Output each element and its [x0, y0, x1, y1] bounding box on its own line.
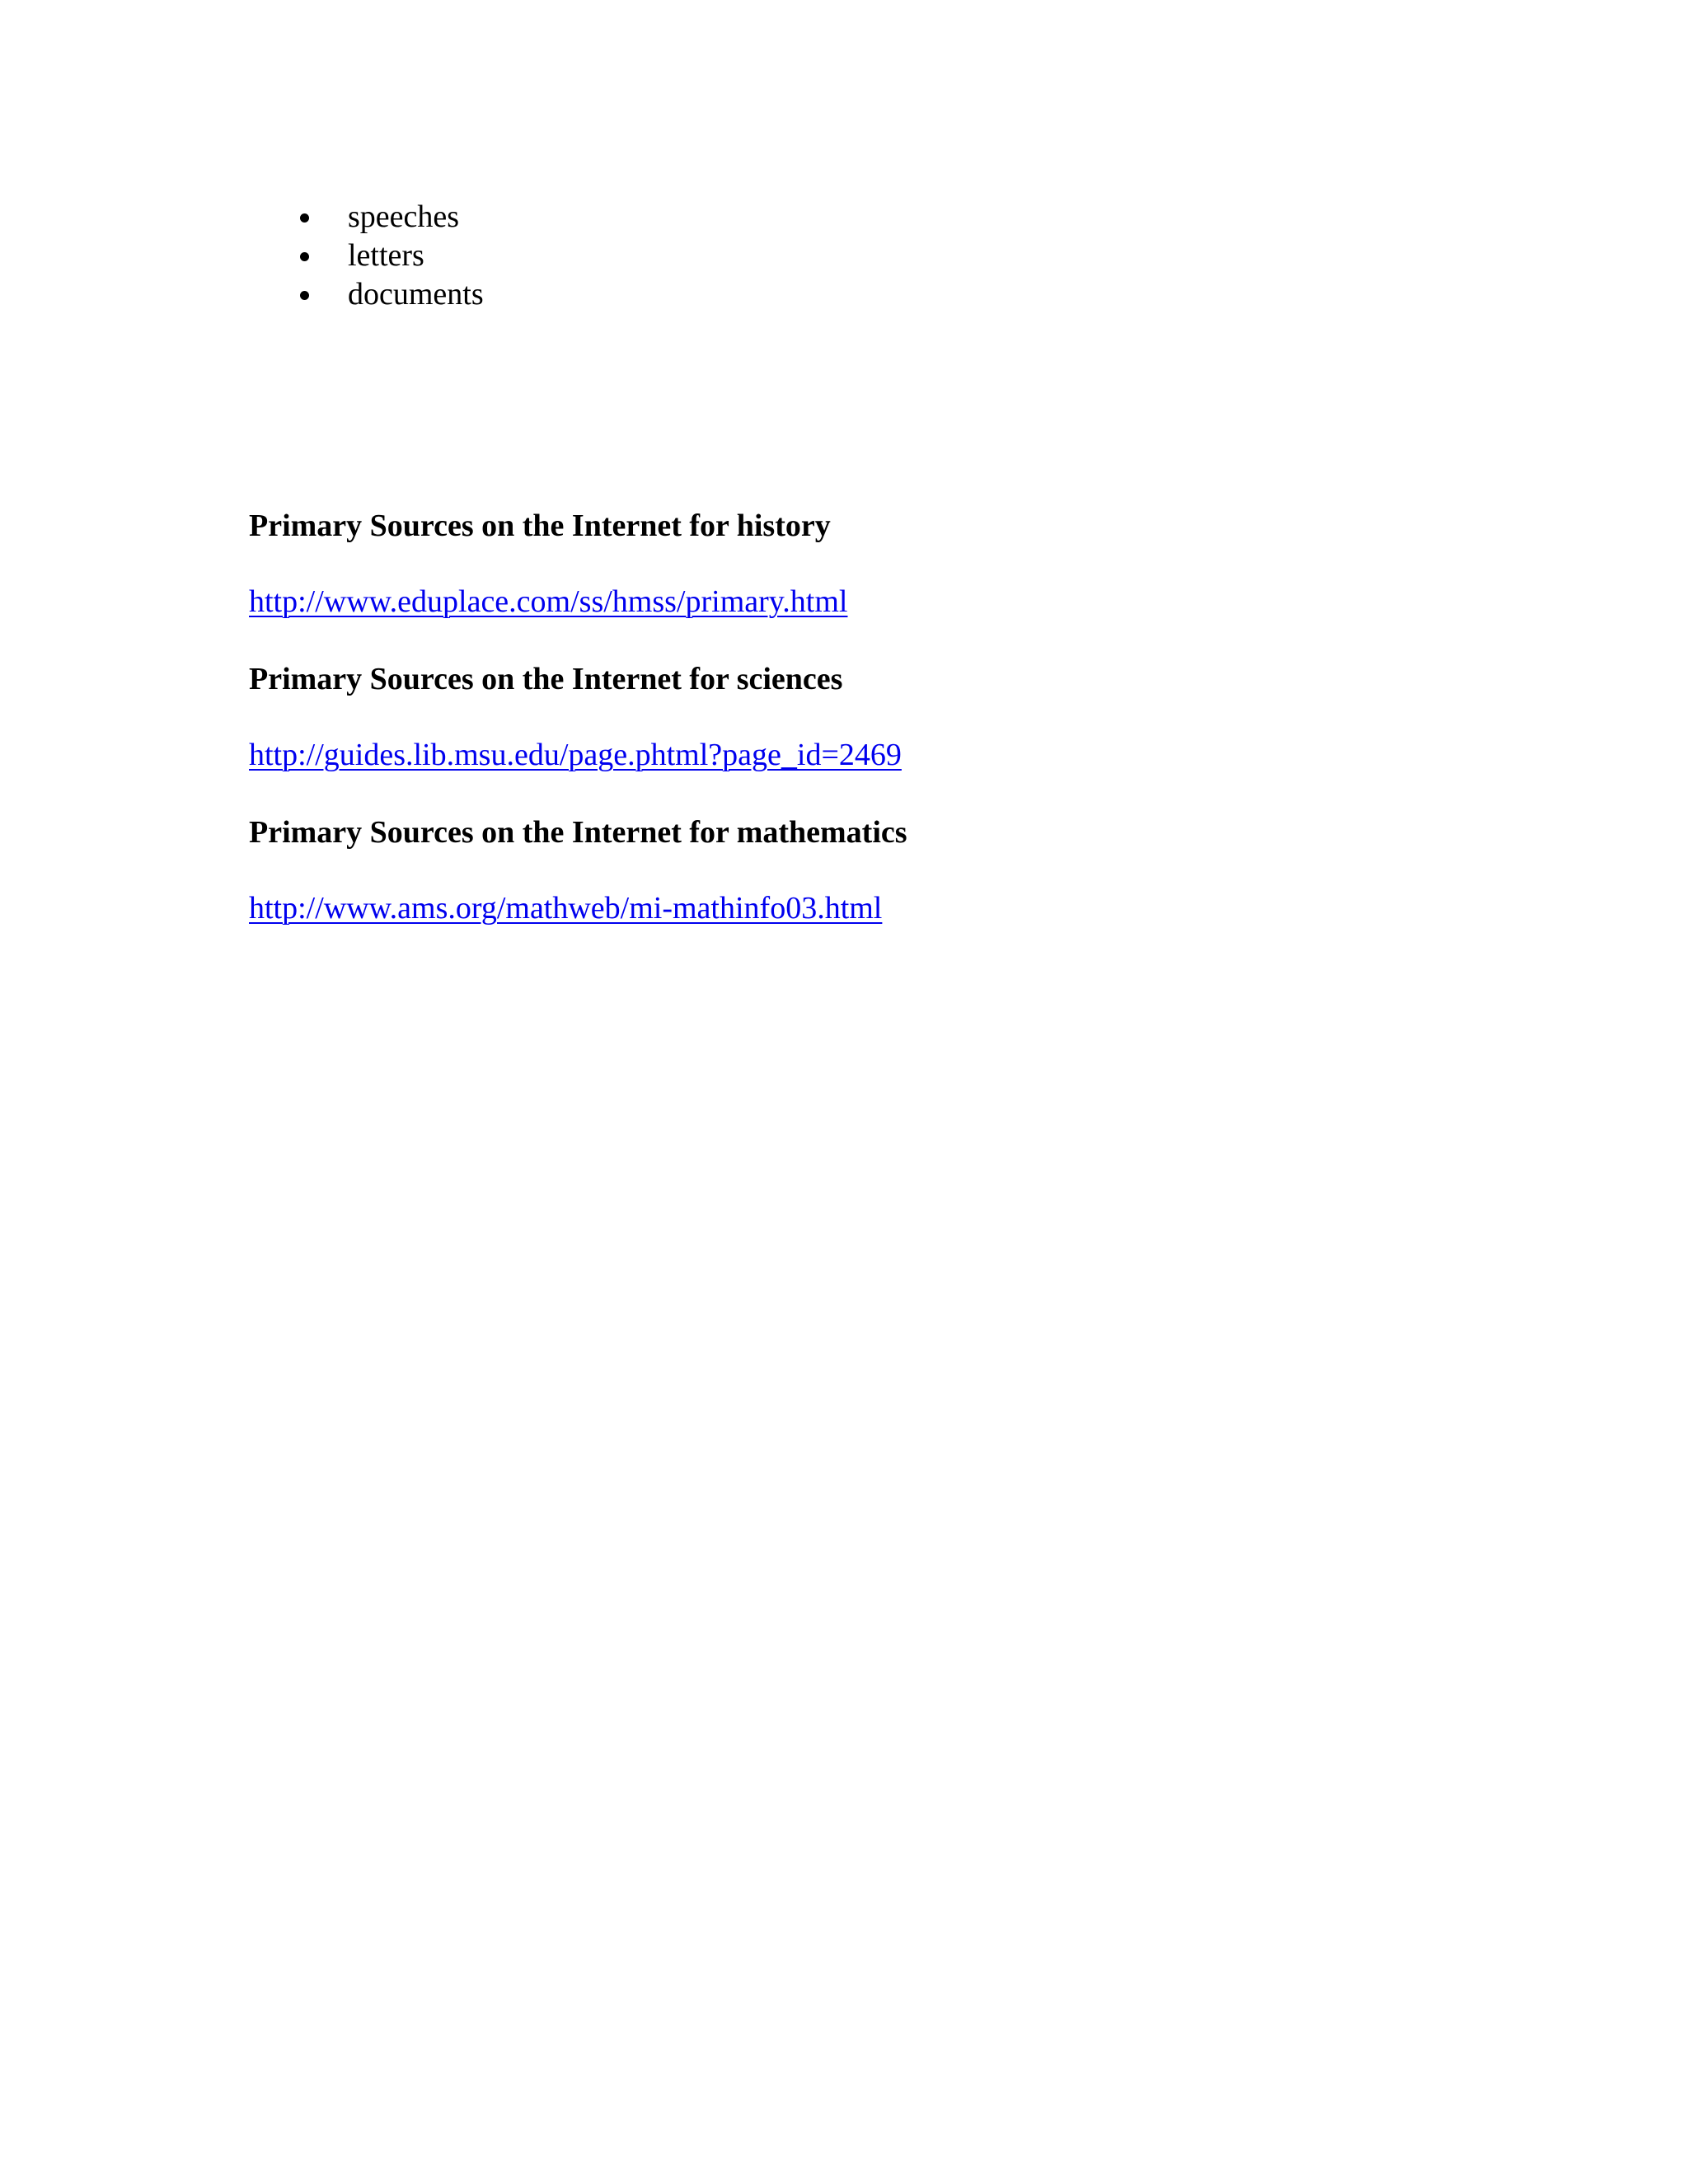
- list-item-text: letters: [348, 238, 424, 273]
- history-link[interactable]: http://www.eduplace.com/ss/hmss/primary.html: [249, 584, 848, 619]
- list-item-text: documents: [348, 277, 484, 312]
- history-section: [249, 506, 831, 546]
- bullet-icon: [300, 291, 309, 300]
- mathematics-link-row: [249, 888, 882, 928]
- mathematics-link[interactable]: http://www.ams.org/mathweb/mi-mathinfo03.html: [249, 891, 883, 926]
- bullet-icon: [300, 213, 309, 223]
- sciences-heading: Primary Sources on the Internet for sciences: [249, 662, 843, 696]
- history-heading: Primary Sources on the Internet for history: [249, 509, 831, 543]
- list-item-text: speeches: [348, 199, 460, 234]
- mathematics-section: [249, 813, 907, 852]
- sciences-section: [249, 659, 842, 699]
- sciences-link[interactable]: http://guides.lib.msu.edu/page.phtml?page_id=2469: [249, 738, 902, 772]
- sciences-link-row: [249, 735, 902, 775]
- mathematics-heading: Primary Sources on the Internet for mathematics: [249, 815, 907, 850]
- bullet-icon: [300, 252, 309, 261]
- history-link-row: [249, 582, 847, 621]
